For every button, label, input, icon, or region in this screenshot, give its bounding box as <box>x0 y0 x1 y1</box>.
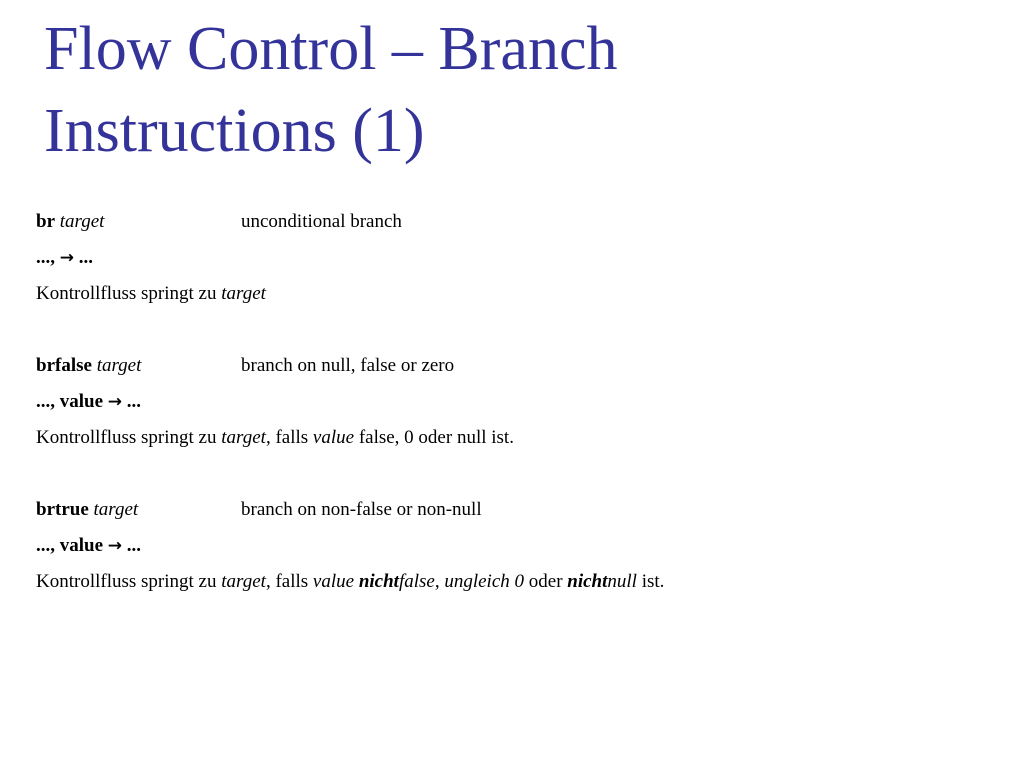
instruction-description: branch on null, false or zero <box>241 355 455 376</box>
operand: target <box>59 211 105 232</box>
text-null: null <box>607 571 637 592</box>
instruction-description: unconditional branch <box>241 211 402 232</box>
instruction-brtrue-stack <box>36 531 986 567</box>
instruction-br-stack <box>36 243 986 279</box>
instruction-brtrue-text <box>36 567 986 603</box>
arrow-right-icon: → <box>59 248 74 268</box>
operand: target <box>93 499 139 520</box>
text-target: target <box>221 571 266 592</box>
text-prefix: Kontrollfluss springt zu <box>36 571 217 592</box>
text-comma: , <box>434 571 440 592</box>
text-falls: , falls <box>265 427 309 448</box>
slide-body <box>36 207 986 603</box>
text-value: value <box>312 571 355 592</box>
stack-before: ..., value <box>36 535 104 556</box>
instruction-br-text <box>36 279 986 315</box>
text-nicht: nicht <box>567 571 608 592</box>
text-ist: ist. <box>641 571 665 592</box>
opcode: brfalse <box>36 355 92 376</box>
stack-before: ..., <box>36 247 55 268</box>
opcode: br <box>36 211 55 232</box>
text-prefix: Kontrollfluss springt zu <box>36 283 217 304</box>
instruction-description: branch on non-false or non-null <box>241 499 482 520</box>
text-target: target <box>221 283 266 304</box>
arrow-right-icon: → <box>107 536 123 556</box>
instruction-brfalse-stack <box>36 387 986 423</box>
text-falls: , falls <box>265 571 309 592</box>
instruction-brtrue-signature <box>36 495 986 531</box>
text-ungleich: ungleich 0 <box>444 571 525 592</box>
title-line-1: Flow Control – Branch <box>44 15 618 83</box>
text-value: value <box>312 427 355 448</box>
instruction-brfalse-text <box>36 423 986 459</box>
text-rest: false, 0 oder null ist. <box>358 427 514 448</box>
operand: target <box>96 355 142 376</box>
arrow-right-icon: → <box>107 392 123 412</box>
stack-after: ... <box>126 535 142 556</box>
text-nicht: nicht <box>358 571 399 592</box>
instruction-br-signature <box>36 207 986 243</box>
text-prefix: Kontrollfluss springt zu <box>36 427 217 448</box>
slide-title <box>44 8 617 172</box>
instruction-brfalse-signature <box>36 351 986 387</box>
spacer <box>36 459 986 495</box>
opcode: brtrue <box>36 499 89 520</box>
text-target: target <box>221 427 266 448</box>
stack-after: ... <box>78 247 93 268</box>
text-oder: oder <box>528 571 563 592</box>
stack-after: ... <box>126 391 142 412</box>
text-false: false <box>398 571 435 592</box>
title-line-2: Instructions (1) <box>44 97 425 165</box>
stack-before: ..., value <box>36 391 104 412</box>
spacer <box>36 315 986 351</box>
